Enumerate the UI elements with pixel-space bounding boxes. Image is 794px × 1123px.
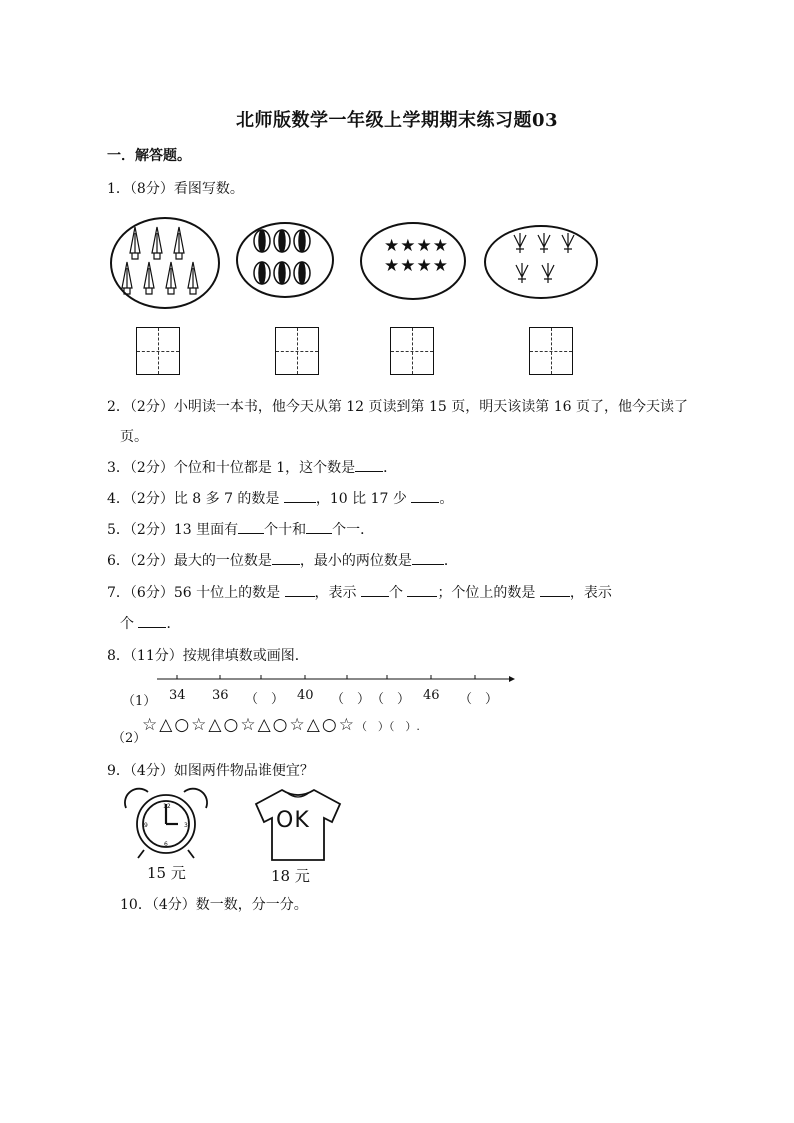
section-heading: 一．解答题。 bbox=[107, 148, 191, 164]
triangle-icon: △ bbox=[208, 715, 224, 735]
q7-text: ，表示 bbox=[569, 585, 612, 601]
answer-blank[interactable] bbox=[306, 521, 332, 534]
q6-text: ． bbox=[443, 553, 458, 569]
question-7-line2 bbox=[120, 613, 180, 633]
question-9: 9．（4分）如图两件物品谁便宜？ bbox=[107, 763, 314, 779]
flower-group-icon bbox=[484, 225, 594, 295]
circle-icon: ○ bbox=[223, 715, 241, 735]
q7-text: ，表示 bbox=[314, 585, 361, 601]
tshirt-label: OK bbox=[276, 808, 310, 833]
question-10: 10．（4分）数一数，分一分。 bbox=[120, 897, 308, 913]
number-line-label: 40 bbox=[297, 688, 314, 703]
number-line bbox=[157, 672, 517, 712]
shirt-price: 18 元 bbox=[271, 867, 310, 885]
q3-text: 3．（2分）个位和十位都是 1，这个数是 bbox=[107, 460, 356, 476]
q7-text: 个 bbox=[388, 585, 408, 601]
svg-text:3: 3 bbox=[184, 822, 188, 829]
number-line-label: 36 bbox=[212, 688, 229, 703]
q5-text: 个一． bbox=[332, 522, 375, 538]
question-4 bbox=[107, 488, 453, 508]
triangle-icon: △ bbox=[257, 715, 273, 735]
number-line-axis bbox=[157, 672, 517, 686]
number-line-blank[interactable]: （ ） bbox=[371, 692, 411, 707]
q5-text: 个十和 bbox=[264, 522, 307, 538]
oval-pencils bbox=[110, 217, 220, 309]
number-line-label: 34 bbox=[169, 688, 186, 703]
question-3 bbox=[107, 457, 397, 477]
shape-sequence bbox=[142, 715, 420, 735]
q7-text: 个 bbox=[120, 616, 139, 632]
question-1: 1．（8分）看图写数。 bbox=[107, 181, 244, 197]
answer-blank[interactable] bbox=[284, 490, 316, 503]
star-outline-icon: ☆ bbox=[142, 715, 160, 735]
q3-text: ． bbox=[383, 460, 398, 476]
star-outline-icon: ☆ bbox=[191, 715, 209, 735]
star-outline-icon: ☆ bbox=[240, 715, 258, 735]
tshirt bbox=[252, 786, 344, 862]
answer-blank[interactable] bbox=[238, 521, 264, 534]
star-group-icon: ★★★★ ★★★★ bbox=[384, 236, 449, 276]
answer-blank[interactable] bbox=[355, 459, 383, 472]
q4-text: ，10 比 17 少 bbox=[315, 491, 412, 507]
ball-group-icon bbox=[236, 222, 330, 294]
q7-text: 7．（6分）56 十位上的数是 bbox=[107, 585, 285, 601]
question-2-line2: 页。 bbox=[120, 429, 148, 445]
alarm-clock-icon bbox=[120, 786, 212, 860]
clock-price: 15 元 bbox=[147, 864, 186, 882]
oval-stars bbox=[360, 222, 466, 300]
circle-icon: ○ bbox=[321, 715, 339, 735]
answer-grid[interactable] bbox=[390, 327, 434, 375]
triangle-icon: △ bbox=[159, 715, 175, 735]
answer-blank[interactable] bbox=[411, 490, 439, 503]
number-line-label: 46 bbox=[423, 688, 440, 703]
question-5 bbox=[107, 519, 374, 539]
triangle-icon: △ bbox=[306, 715, 322, 735]
svg-text:12: 12 bbox=[163, 803, 171, 810]
q7-text: ． bbox=[166, 616, 181, 632]
pencil-group-icon bbox=[110, 217, 216, 305]
circle-icon: ○ bbox=[272, 715, 290, 735]
question-2-line1: 2．（2分）小明读一本书，他今天从第 12 页读到第 15 页，明天该读第 16 页了，他今天读了 bbox=[107, 399, 688, 415]
answer-grid[interactable] bbox=[529, 327, 573, 375]
answer-blank[interactable] bbox=[272, 552, 300, 565]
q4-text: 。 bbox=[439, 491, 454, 507]
question-8: 8．（11分）按规律填数或画图． bbox=[107, 648, 309, 664]
question-6 bbox=[107, 550, 458, 570]
q4-text: 4．（2分）比 8 多 7 的数是 bbox=[107, 491, 284, 507]
answer-blank[interactable] bbox=[407, 584, 437, 597]
answer-blank[interactable] bbox=[285, 584, 315, 597]
oval-balls bbox=[236, 222, 334, 298]
star-outline-icon: ☆ bbox=[338, 715, 356, 735]
question-7-line1 bbox=[107, 582, 612, 602]
svg-text:6: 6 bbox=[164, 841, 168, 848]
answer-grid[interactable] bbox=[275, 327, 319, 375]
oval-flowers bbox=[484, 225, 598, 299]
shape-answer-blanks[interactable]: （ ）（ ）. bbox=[355, 720, 420, 733]
q6-text: 6．（2分）最大的一位数是 bbox=[107, 553, 272, 569]
answer-blank[interactable] bbox=[412, 552, 444, 565]
q8-part2-label: （2） bbox=[112, 731, 147, 746]
number-line-blank[interactable]: （ ） bbox=[459, 692, 499, 707]
circle-icon: ○ bbox=[174, 715, 192, 735]
number-line-blank[interactable]: （ ） bbox=[331, 692, 371, 707]
answer-blank[interactable] bbox=[138, 615, 166, 628]
q6-text: ，最小的两位数是 bbox=[299, 553, 412, 569]
answer-grid[interactable] bbox=[136, 327, 180, 375]
star-outline-icon: ☆ bbox=[289, 715, 307, 735]
q5-text: 5．（2分）13 里面有 bbox=[107, 522, 239, 538]
q7-text: ；个位上的数是 bbox=[437, 585, 540, 601]
answer-blank[interactable] bbox=[361, 584, 389, 597]
svg-text:9: 9 bbox=[144, 822, 148, 829]
number-line-blank[interactable]: （ ） bbox=[245, 692, 285, 707]
answer-blank[interactable] bbox=[540, 584, 570, 597]
q8-part1-label: （1） bbox=[122, 694, 157, 709]
page-title: 北师版数学一年级上学期期末练习题03 bbox=[235, 110, 559, 131]
